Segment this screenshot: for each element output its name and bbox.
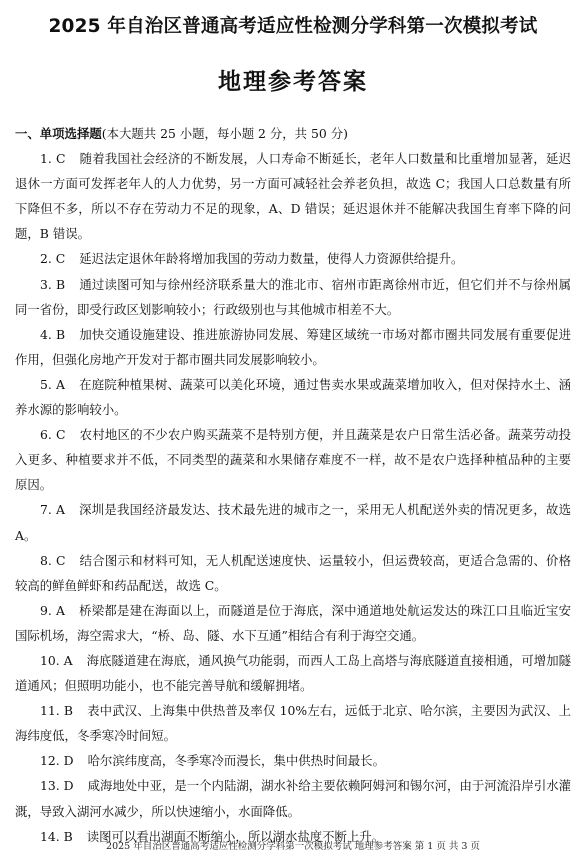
answer-text: 延迟法定退休年龄将增加我国的劳动力数量，使得人力资源供给提升。 [79, 251, 464, 267]
answer-item [15, 497, 571, 547]
answer-number: 6. C [40, 427, 66, 443]
answer-number: 10. A [40, 652, 73, 668]
answer-item [15, 272, 571, 322]
answer-text: 读图可以看出湖面不断缩小，所以湖水盐度不断上升。 [86, 828, 385, 844]
answer-item [15, 422, 571, 497]
answer-item [15, 773, 571, 823]
answer-item [15, 146, 571, 246]
answer-number: 13. D [40, 778, 74, 794]
answer-number: 4. B [40, 326, 66, 342]
answer-content [15, 121, 571, 849]
section-note: (本大题共 25 小题，每小题 2 分，共 50 分) [101, 126, 348, 141]
answer-text: 通过读图可知与徐州经济联系量大的淮北市、宿州市距离徐州市近，但它们并不与徐州属同一省份，即受行政区划影响较小；行政级别也与其他城市相差不大。 [15, 276, 571, 317]
exam-title: 2025 年自治区普通高考适应性检测分学科第一次模拟考试 [48, 16, 538, 37]
page-title: 地理参考答案 [218, 69, 368, 95]
answer-number: 12. D [40, 753, 74, 769]
answer-text: 在庭院种植果树、蔬菜可以美化环境，通过售卖水果或蔬菜增加收入，但对保持水土、涵养水源的影响较小。 [15, 376, 571, 418]
answer-text: 表中武汉、上海集中供热普及率仅 10%左右，远低于北京、哈尔滨，主要因为武汉、上海纬度低，冬季寒冷时间短。 [15, 703, 571, 744]
answer-item [15, 246, 571, 271]
answer-item [15, 322, 571, 372]
answer-text: 深圳是我国经济最发达、技术最先进的城市之一，采用无人机配送外卖的情况更多，故选 A。 [15, 502, 571, 543]
answer-item [15, 648, 571, 698]
answer-list [15, 146, 571, 849]
answer-item [15, 598, 571, 648]
answer-item [15, 698, 571, 748]
answer-text: 农村地区的不少农户购买蔬菜不是特别方便，并且蔬菜是农户日常生活必备。蔬菜劳动投入更多、种植要求并不低，不同类型的蔬菜和水果储存难度不一样，故不是农户选择种植品种的主要原因。 [15, 427, 572, 493]
answer-number: 3. B [40, 276, 66, 292]
section-heading [15, 121, 571, 146]
answer-text: 桥梁都是建在海面以上，而隧道是位于海底，深中通道地处航运发达的珠江口且临近宝安国际机场，海空需求大，“桥、岛、隧、水下互通”相结合有利于海空交通。 [15, 602, 571, 643]
answer-number: 2. C [40, 251, 66, 267]
answer-text: 咸海地处中亚，是一个内陆湖，湖水补给主要依赖阿姆河和锡尔河，由于河流沿岸引水灌溉，导致入湖河水减少，所以快速缩小，水面降低。 [15, 778, 571, 819]
answer-item [15, 372, 571, 422]
answer-text: 哈尔滨纬度高，冬季寒冷而漫长，集中供热时间最长。 [87, 753, 385, 769]
answer-number: 9. A [40, 602, 65, 618]
answer-number: 1. C [40, 151, 66, 167]
answer-number: 14. B [40, 828, 73, 844]
page-footer: 2025 年自治区普通高考适应性检测分学科第一次模拟考试 地理参考答案 第 1 页 共 3 页 [106, 841, 480, 852]
answer-item [15, 748, 571, 773]
answer-number: 11. B [40, 703, 73, 719]
answer-text: 结合图示和材料可知，无人机配送速度快、运量较小，但运费较高，更适合急需的、价格较高的鲜鱼鲜虾和药品配送，故选 C。 [15, 552, 572, 593]
answer-item [15, 548, 571, 598]
answer-number: 8. C [40, 552, 66, 568]
section-title: 一、单项选择题 [15, 126, 102, 141]
answer-number: 5. A [40, 376, 65, 392]
answer-text: 海底隧道建在海底，通风换气功能弱，而西人工岛上高塔与海底隧道直接相通，可增加隧道通风；但照明功能小，也不能完善导航和缓解拥堵。 [15, 652, 572, 694]
answer-text: 随着我国社会经济的不断发展，人口寿命不断延长，老年人口数量和比重增加显著，延迟退休一方面可发挥老年人的人力优势，另一方面可减轻社会养老负担，故选 C；我国人口总数量有所下降但不多，所以不存在劳动力不足的现象，A、D 错误；延迟退休并不能解决我国生育率下降的问题，B 错误。 [15, 151, 572, 242]
answer-number: 7. A [40, 502, 65, 518]
answer-text: 加快交通设施建设、推进旅游协同发展、筹建区域统一市场对都市圈共同发展有重要促进作用，但强化房地产开发对于都市圈共同发展影响较小。 [15, 326, 571, 367]
